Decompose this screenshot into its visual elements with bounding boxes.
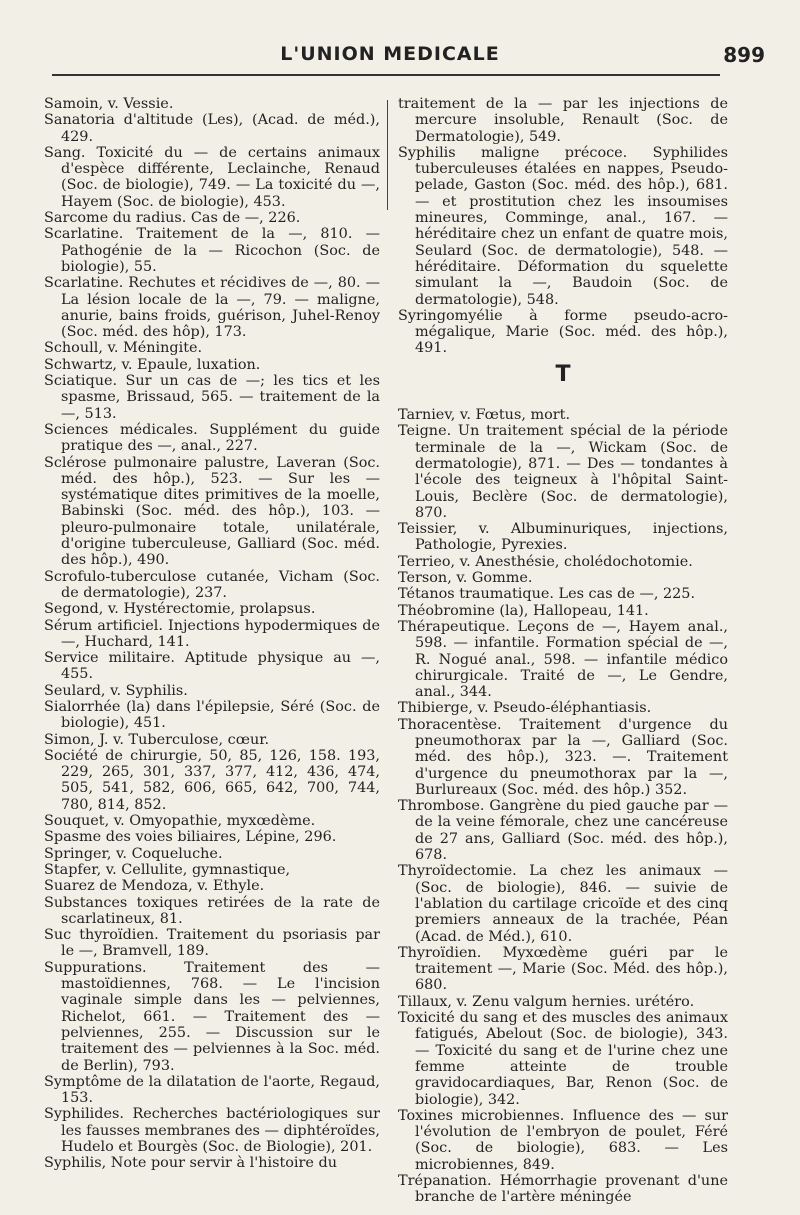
- index-entry: Schoull, v. Méningite.: [44, 340, 203, 357]
- index-entry: Simon, J. v. Tuberculose, cœur.: [44, 731, 270, 748]
- index-entry: Terson, v. Gomme.: [398, 570, 533, 587]
- index-entry: traitement de la — par les injections de mercure insoluble, Renault (Soc. de Dermatologie), 549.: [398, 96, 728, 145]
- page-number: 899: [723, 43, 765, 67]
- index-entry: Sarcome du radius. Cas de —, 226.: [44, 210, 301, 227]
- index-entry: Service militaire. Aptitude physique au —, 455.: [44, 650, 380, 683]
- index-entry: Toxines microbiennes. Influence des — sur l'évolution de l'embryon de poulet, Féré (Soc. de biologie), 683. — Les microbiennes, 849.: [398, 1107, 728, 1173]
- index-entry: Syphilis, Note pour servir à l'histoire du: [44, 1155, 337, 1172]
- index-entry: Théobromine (la), Hallopeau, 141.: [398, 602, 649, 619]
- index-entry: Teigne. Un traitement spécial de la période terminale de la —, Wickam (Soc. de dermatologie), 871. — Des — tondantes à l'école des teigneux à l'hôpital Saint-Louis, Beclère (Soc. de dermatologie), 870.: [398, 423, 728, 521]
- index-entry: Seulard, v. Syphilis.: [44, 682, 188, 699]
- index-entry: Scrofulo-tuberculose cutanée, Vicham (Soc. de dermatologie), 237.: [44, 568, 380, 601]
- index-entry: Tarniev, v. Fœtus, mort.: [398, 407, 571, 424]
- index-entry: Suarez de Mendoza, v. Ethyle.: [44, 878, 265, 895]
- section-letter: T: [555, 361, 571, 387]
- index-entry: Suc thyroïdien. Traitement du psoriasis par le —, Bramvell, 189.: [44, 927, 380, 960]
- index-entry: Sciences médicales. Supplément du guide pratique des —, anal., 227.: [44, 421, 380, 455]
- index-entry: Syphilides. Recherches bactériologiques sur les fausses membranes des — diphtéroïdes, Hudelo et Bourgès (Soc. de Biologie), 201.: [44, 1106, 380, 1155]
- index-entry: Thoracentèse. Traitement d'urgence du pneumothorax par la —, Galliard (Soc. méd. des hôp.), 323. —. Traitement d'urgence du pneumothorax par la —, Burlureaux (Soc. méd. des hôp.) 352.: [398, 716, 728, 798]
- index-entry: Société de chirurgie, 50, 85, 126, 158. 193, 229, 265, 301, 337, 377, 412, 436, 474, 505, 541, 582, 606, 665, 642, 700, 744, 780, 814, 852.: [44, 747, 380, 813]
- index-entry: Thibierge, v. Pseudo-éléphantiasis.: [398, 700, 652, 717]
- index-entry: Sialorrhée (la) dans l'épilepsie, Séré (Soc. de biologie), 451.: [44, 698, 380, 732]
- index-entry: Suppurations. Traitement des — mastoïdiennes, 768. — Le l'incision vaginale simple dans les — pelviennes, Richelot, 661. — Traitement des — pelviennes, 255. — Discussion sur le traitement des — pelviennes à la Soc. méd. de Berlin), 793.: [44, 959, 380, 1074]
- index-entry: Thyroïdien. Myxœdème guéri par le traitement —, Marie (Soc. Méd. des hôp.), 680.: [398, 944, 728, 994]
- index-entry: Thérapeutique. Leçons de —, Hayem anal., 598. — infantile. Formation spécial de —, R. Nogué anal., 598. — infantile médico chirurgicale. Traité de —, Le Gendre, anal., 344.: [398, 618, 728, 701]
- right-column-t-entries: [398, 407, 728, 1206]
- index-entry: Substances toxiques retirées de la rate de scarlatineux, 81.: [44, 894, 380, 927]
- index-entry: Sanatoria d'altitude (Les), (Acad. de méd.), 429.: [44, 112, 380, 145]
- journal-title: L'UNION MEDICALE: [280, 43, 500, 65]
- index-entry: Thrombose. Gangrène du pied gauche par — de la veine fémorale, chez une cancéreuse de 27 ans, Galliard (Soc. méd. des hôp.), 678.: [398, 798, 728, 864]
- right-column-s-entries: [398, 96, 728, 357]
- index-entry: Terrieo, v. Anesthésie, cholédochotomie.: [398, 553, 693, 570]
- index-entry: Thyroïdectomie. La chez les animaux — (Soc. de biologie), 846. — suivie de l'ablation du cartilage cricoïde et des cinq premiers anneaux de la trachée, Péan (Acad. de Méd.), 610.: [398, 863, 728, 945]
- index-entry: Segond, v. Hystérectomie, prolapsus.: [44, 601, 316, 618]
- index-entry: Sang. Toxicité du — de certains animaux d'espèce différente, Leclainche, Renaud (Soc. de biologie), 749. — La toxicité du —, Hayem (Soc. de biologie), 453.: [44, 144, 380, 210]
- index-entry: Tétanos traumatique. Les cas de —, 225.: [398, 586, 696, 603]
- right-column: [398, 96, 728, 1206]
- running-header: [40, 43, 765, 73]
- header-rule: [52, 74, 720, 76]
- index-entry: Sclérose pulmonaire palustre, Laveran (Soc. méd. des hôp.), 523. — Sur les — systématique dites primitives de la moelle, Babinski (Soc. méd. des hôp.), 103. — pleuro-pulmonaire totale, unilatérale, d'origine tuberculeuse, Galliard (Soc. méd. des hôp.), 490.: [44, 454, 380, 569]
- index-entry: Stapfer, v. Cellulite, gymnastique,: [44, 861, 291, 878]
- index-entry: Syphilis maligne précoce. Syphilides tuberculeuses étalées en nappes, Pseudo-pelade, Gaston (Soc. méd. des hôp.), 681. — et prostitution chez les insoumises mineures, Comminge, anal., 167. — héréditaire chez un enfant de quatre mois, Seulard (Soc. de dermatologie), 548. — héréditaire. Déformation du squelette simulant la —, Baudoin (Soc. de dermatologie), 548.: [398, 144, 728, 308]
- index-entry: Symptôme de la dilatation de l'aorte, Regaud, 153.: [44, 1073, 380, 1107]
- index-entry: Syringomyélie à forme pseudo-acro-mégalique, Marie (Soc. méd. des hôp.), 491.: [398, 307, 728, 357]
- index-entry: Schwartz, v. Epaule, luxation.: [44, 356, 261, 373]
- index-entry: Toxicité du sang et des muscles des animaux fatigués, Abelout (Soc. de biologie), 343. — Toxicité du sang et de l'urine chez une femme atteinte de trouble gravidocardiaques, Bar, Renon (Soc. de biologie), 342.: [398, 1010, 728, 1108]
- index-entry: Trépanation. Hémorrhagie provenant d'une branche de l'artère méningée: [398, 1173, 728, 1206]
- index-entry: Sciatique. Sur un cas de —; les tics et les spasme, Brissaud, 565. — traitement de la —, 513.: [44, 373, 380, 422]
- left-column: [44, 96, 380, 1172]
- index-entry: Scarlatine. Rechutes et récidives de —, 80. — La lésion locale de la —, 79. — maligne, anurie, bains froids, guérison, Juhel-Renoy (Soc. méd. des hôp), 173.: [44, 275, 380, 341]
- index-entry: Spasme des voies biliaires, Lépine, 296.: [44, 829, 337, 846]
- index-entry: Teissier, v. Albuminuriques, injections, Pathologie, Pyrexies.: [398, 521, 728, 554]
- index-entry: Samoin, v. Vessie.: [44, 96, 174, 112]
- column-divider: [387, 100, 388, 210]
- index-entry: Souquet, v. Omyopathie, myxœdème.: [44, 813, 316, 830]
- index-entry: Tillaux, v. Zenu valgum hernies. urétéro.: [398, 993, 695, 1010]
- index-entry: Sérum artificiel. Injections hypodermiques de —, Huchard, 141.: [44, 617, 380, 650]
- index-entry: Springer, v. Coqueluche.: [44, 845, 223, 862]
- index-entry: Scarlatine. Traitement de la —, 810. — Pathogénie de la — Ricochon (Soc. de biologie), 55.: [44, 226, 380, 275]
